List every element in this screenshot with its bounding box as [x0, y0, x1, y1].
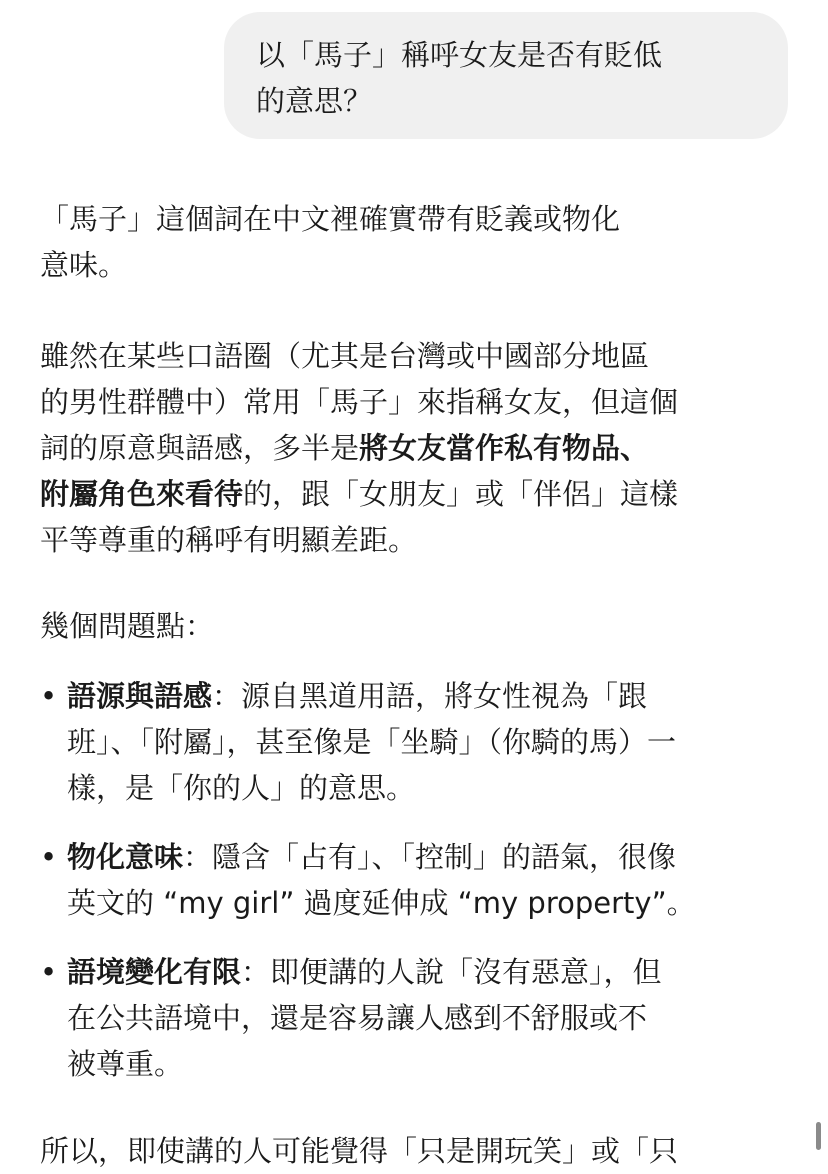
- reply-intro-line: 意味。: [40, 248, 128, 282]
- bullet-dot: •: [40, 955, 58, 989]
- cut-off-text-line: 所以，即使講的人可能覺得「只是開玩笑」或「只: [40, 1134, 679, 1168]
- user-message-bubble: [224, 12, 788, 139]
- user-message-line: 以「馬子」稱呼女友是否有貶低: [256, 38, 663, 72]
- bullet-text: 被尊重。: [67, 1047, 184, 1081]
- list-item: [40, 673, 790, 811]
- reply-bold-phrase: 將女友當作私有物品、: [359, 431, 650, 465]
- bullet-text: ：即便講的人說「沒有惡意」，但: [241, 955, 662, 989]
- bullet-dot: •: [40, 679, 58, 713]
- list-item: [40, 949, 790, 1087]
- issues-list: [40, 673, 790, 1087]
- bullet-text: 英文的 “my girl” 過度延伸成 “my property”。: [67, 886, 696, 920]
- bullet-title: 語源與語感: [67, 679, 213, 713]
- bullet-text: 班」、「附屬」，甚至像是「坐騎」（你騎的馬）一: [67, 725, 677, 759]
- bullet-text: ：隱含「占有」、「控制」的語氣，很像: [183, 840, 677, 874]
- bullet-title: 語境變化有限: [67, 955, 242, 989]
- bullet-text: ：源自黑道用語，將女性視為「跟: [212, 679, 648, 713]
- bullet-dot: •: [40, 840, 58, 874]
- user-message-line: 的意思？: [256, 84, 373, 118]
- bullet-title: 物化意味: [67, 840, 184, 874]
- reply-paragraph-line: 的男性群體中）常用「馬子」來指稱女友，但這個: [40, 385, 679, 419]
- issues-heading: 幾個問題點：: [40, 609, 215, 643]
- scrollbar-thumb[interactable]: [816, 1122, 821, 1150]
- reply-paragraph: [40, 333, 790, 563]
- reply-paragraph-line: 雖然在某些口語圈（尤其是台灣或中國部分地區: [40, 339, 650, 373]
- reply-intro-line: 「馬子」這個詞在中文裡確實帶有貶義或物化: [40, 202, 621, 236]
- reply-bold-phrase: 附屬角色來看待: [40, 477, 244, 511]
- assistant-reply: [40, 196, 790, 1110]
- reply-paragraph-line: 的，跟「女朋友」或「伴侶」這樣: [243, 477, 679, 511]
- reply-paragraph-line: 平等尊重的稱呼有明顯差距。: [40, 523, 418, 557]
- bullet-text: 樣，是「你的人」的意思。: [67, 771, 416, 805]
- reply-paragraph-line: 詞的原意與語感，多半是: [40, 431, 360, 465]
- list-item: [40, 834, 790, 926]
- reply-intro: [40, 196, 790, 288]
- bullet-text: 在公共語境中，還是容易讓人感到不舒服或不: [67, 1001, 648, 1035]
